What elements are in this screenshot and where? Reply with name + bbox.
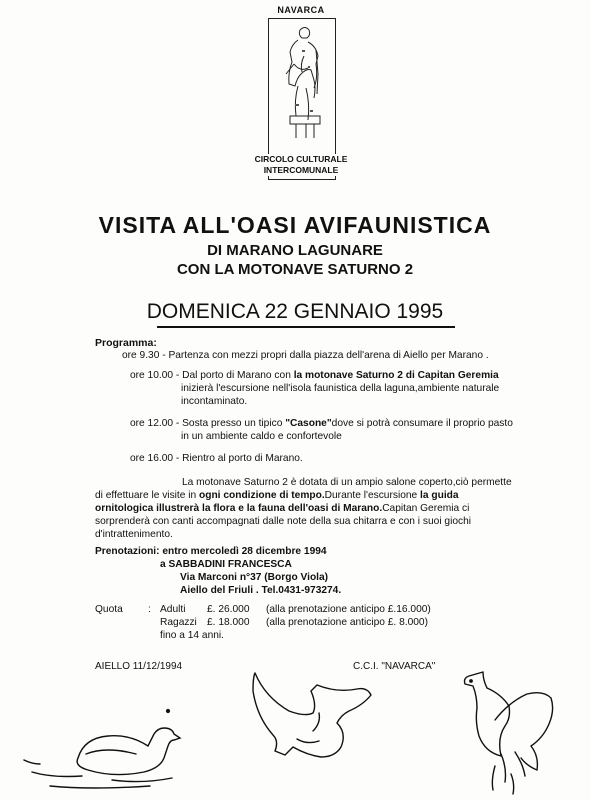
program-text: dove si potrà consumare il proprio pasto [331,418,513,429]
description-bold: ogni condizione di tempo. [199,490,325,501]
program-time: ore 9.30 [122,350,160,361]
description-line1: La motonave Saturno 2 è dotata di un ampio salone coperto,ciò permette [182,477,512,488]
logo-subtitle [250,154,352,176]
subtitle-boat: CON LA MOTONAVE SATURNO 2 [176,261,414,278]
fee-adults-note: (alla prenotazione anticipo £.16.000) [266,604,431,615]
program-text: - Partenza con mezzi propri dalla piazza dell'arena di Aiello per Marano . [162,350,489,361]
fee-colon: : [148,604,151,615]
fee-adults-label: Adulti [160,604,186,615]
description-bold: ornitologica illustrerà la flora e la fauna dell'oasi di Marano. [95,503,383,514]
fee-label: Quota [95,604,123,615]
fee-kids-price: £. 18.000 [207,617,250,628]
description-bold: la guida [420,490,459,501]
heron-drawing [455,670,575,798]
program-item-1200-line2: in un ambiente caldo e confortevole [181,431,342,442]
flying-bird-drawing [235,665,385,775]
program-item-1200 [130,417,513,430]
fee-kids-label: Ragazzi [160,617,197,628]
main-title: VISITA ALL'OASI AVIFAUNISTICA [98,212,492,238]
program-item-1600 [130,452,303,465]
fee-kids-note: (alla prenotazione anticipo £. 8.000) [266,617,428,628]
booking-line1: Prenotazioni: entro mercoledì 28 dicembre 1994 [95,546,327,557]
program-item-1000 [130,369,499,382]
booking-line2: a SABBADINI FRANCESCA [160,559,292,570]
subtitle-location: DI MARANO LAGUNARE [207,242,383,259]
program-text: - Sosta presso un tipico [175,418,286,429]
date-underline [157,326,455,328]
program-text-bold: la motonave Saturno 2 di Capitan Geremia [293,370,499,381]
fee-kids-age: fino a 14 anni. [160,630,225,641]
program-label: Programma: [95,337,157,349]
booking-line3: Via Marconi n°37 (Borgo Viola) [180,572,329,583]
program-item-930 [122,349,489,362]
description-line3 [95,502,469,515]
description-line5: d'intrattenimento. [95,529,173,540]
program-text: - Dal porto di Marano con [175,370,294,381]
program-text-bold: "Casone" [285,418,332,429]
program-text: - Rientro al porto di Marano. [175,453,303,464]
description-text: Capitan Geremia ci [382,503,470,514]
footer-place-date: AIELLO 11/12/1994 [95,661,183,672]
description-line4: sorprenderà con canti accompagnati dalle note della sua chitarra e con i suoi giochi [95,516,472,527]
program-time: ore 16.00 [130,453,174,464]
program-time: ore 10.00 [130,370,174,381]
logo-name: NAVARCA [277,5,325,15]
description-text: Durante l'escursione [324,490,421,501]
statue-illustration [268,20,334,154]
program-time: ore 12.00 [130,418,174,429]
logo-subtitle-line2: INTERCOMUNALE [263,165,339,175]
fee-adults-price: £. 26.000 [207,604,250,615]
logo-subtitle-line1: CIRCOLO CULTURALE [254,154,348,164]
description-line2 [95,489,459,502]
program-item-1000-line3: incontaminato. [181,396,248,407]
event-date: DOMENICA 22 GENNAIO 1995 [146,300,444,323]
program-item-1000-line2: inizierà l'escursione nell'isola faunistica della laguna,ambiente naturale [181,383,500,394]
description-text: di effettuare le visite in [95,490,200,501]
booking-line4: Aiello del Friuli . Tel.0431-973274. [180,585,342,596]
duck-drawing [20,700,190,790]
footer-organization: C.C.I. "NAVARCA" [353,661,436,672]
